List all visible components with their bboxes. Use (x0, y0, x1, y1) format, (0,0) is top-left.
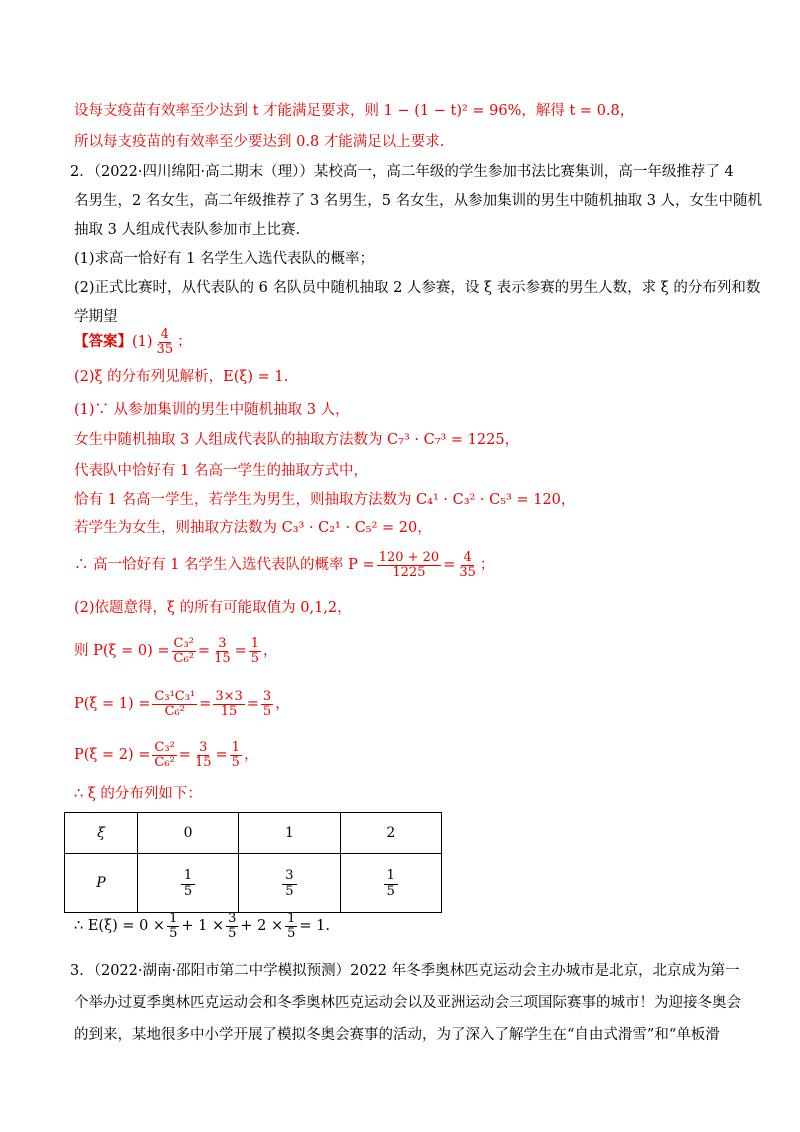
answer-part-2: (2)ξ 的分布列见解析，E(ξ) = 1. (74, 369, 289, 385)
problem-3-line-2: 个举办过夏季奥林匹克运动会和冬季奥林匹克运动会以及亚洲运动会三项国际赛事的城市！为迎接冬奥会 (74, 995, 741, 1011)
table-cell: $\frac{1}{5}$ (137, 854, 238, 913)
table-cell: $\frac{1}{5}$ (340, 854, 441, 913)
answer-fraction: $\frac{4}{35}$ (156, 326, 174, 357)
solution-step-2: 女生中随机抽取 3 人组成代表队的抽取方法数为 C₇³ · C₇³ = 1225， (74, 432, 520, 448)
answer-label: 【答案】 (74, 333, 132, 350)
table-row (65, 854, 442, 913)
answer-part: (1) (132, 334, 153, 350)
distribution-heading: ∴ ξ 的分布列如下： (74, 786, 202, 802)
problem-2-question-2: (2)正式比赛时，从代表队的 6 名队员中随机抽取 2 人参赛，设 ξ 表示参赛的男生人数，求 ξ 的分布列和数 (74, 280, 761, 296)
solution-values: (2)依题意得，ξ 的所有可能取值为 0,1,2， (74, 600, 352, 616)
solution-step-5: 若学生为女生，则抽取方法数为 C₃³ · C₂¹ · C₅² = 20， (74, 520, 432, 536)
probability-result: $\frac{4}{35}$ (459, 549, 476, 580)
table-cell: $\frac{3}{5}$ (239, 854, 340, 913)
problem-2-question-2-cont: 学期望 (74, 309, 118, 325)
problem-2-line-1: 2．（2022·四川绵阳·高二期末（理））某校高一，高二年级的学生参加书法比赛集训，高一年级推荐了 4 (70, 164, 734, 180)
table-cell: 1 (239, 813, 340, 854)
table-cell: 2 (340, 813, 441, 854)
probability-fraction: $\frac{120 + 20}{1225}$ (378, 549, 440, 580)
solution-step-3: 代表队中恰好有 1 名高一学生的抽取方式中， (74, 463, 368, 479)
distribution-table (64, 812, 442, 913)
table-cell: P (65, 854, 138, 913)
problem-3-line-1: 3．（2022·湖南·邵阳市第二中学模拟预测）2022 年冬季奥林匹克运动会主办城市是北京，北京成为第一 (70, 963, 740, 979)
solution-line-conclusion: 所以每支疫苗的有效率至少要达到 0.8 才能满足以上要求. (74, 134, 445, 150)
expectation-line: ∴ E(ξ) = 0 × $\frac{1}{5}$ + 1 × $\frac{3}{5}$ + 2 × $\frac{1}{5}$ = 1. (74, 910, 331, 941)
problem-2-line-3: 抽取 3 人组成代表队参加市上比赛. (74, 222, 301, 238)
table-cell: ξ (65, 813, 138, 854)
p-xi-2: P(ξ = 2) = $\frac{\text{C₃²}}{\text{C₆²}}$ = $\frac{3}{15}$ = $\frac{1}{5}$ ， (74, 739, 259, 770)
solution-line-vaccine: 设每支疫苗有效率至少达到 t 才能满足要求，则 1 − (1 − t)² = 96%，解得 t = 0.8， (74, 103, 635, 119)
problem-2-line-2: 名男生，2 名女生，高二年级推荐了 3 名男生，5 名女生，从参加集训的男生中随机抽取 3 人，女生中随机 (74, 193, 763, 209)
table-cell: 0 (137, 813, 238, 854)
problem-3-line-3: 的到来，某地很多中小学开展了模拟冬奥会赛事的活动，为了深入了解学生在“自由式滑雪”和“单板滑 (74, 1027, 720, 1043)
solution-step-1: (1)∵ 从参加集训的男生中随机抽取 3 人， (74, 402, 350, 418)
p-xi-0: 则 P(ξ = 0) = $\frac{\text{C₃²}}{\text{C₆²}}$ = $\frac{3}{15}$ = $\frac{1}{5}$ ， (74, 635, 278, 666)
problem-2-question-1: (1)求高一恰好有 1 名学生入选代表队的概率； (74, 251, 374, 267)
answer-line: 【答案】 (1) $\frac{4}{35}$ ； (74, 326, 192, 357)
solution-step-4: 恰有 1 名高一学生，若学生为男生，则抽取方法数为 C₄¹ · C₃² · C₅³ = 120， (74, 492, 576, 508)
table-row (65, 813, 442, 854)
probability-line: ∴ 高一恰好有 1 名学生入选代表队的概率 P = $\frac{120 + 20}{1225}$ = $\frac{4}{35}$ ； (74, 549, 495, 580)
p-xi-1: P(ξ = 1) = $\frac{\text{C₃¹C₃¹}}{\text{C₆²}}$ = $\frac{3\times 3}{15}$ = $\frac{3}{5}$ ， (74, 688, 290, 719)
